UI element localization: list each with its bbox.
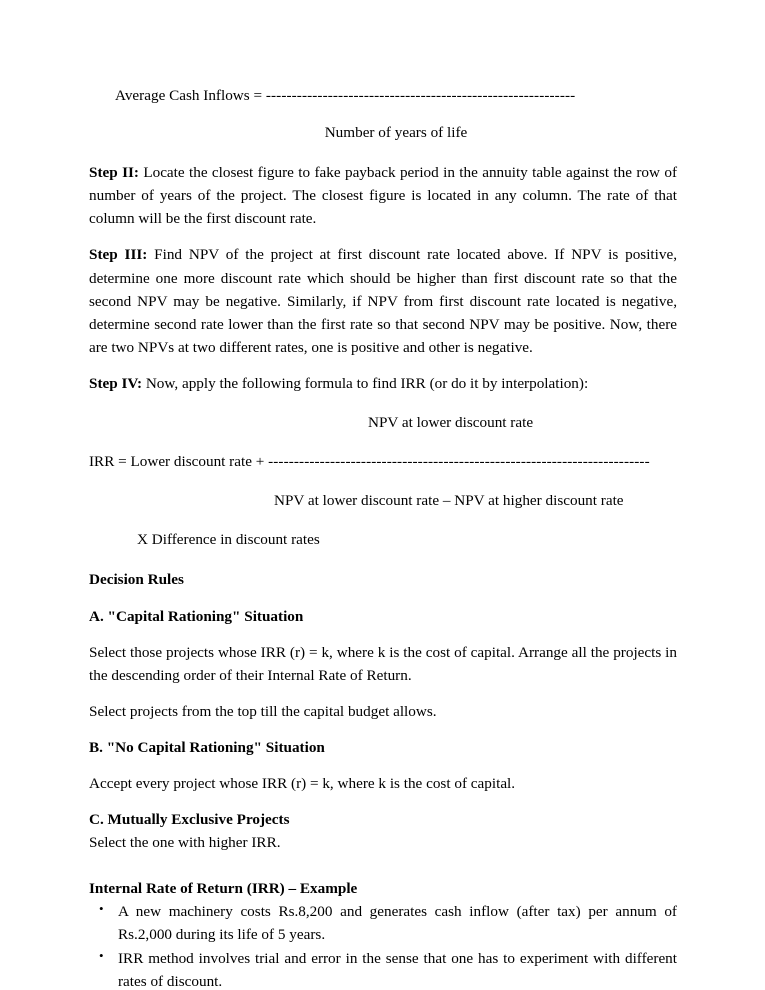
step-4-text: Now, apply the following formula to find IRR (or do it by interpolation): [142,374,589,392]
list-item-text: A new machinery costs Rs.8,200 and generates cash inflow (after tax) per annum of Rs.2,000 during its life of 5 years. [118,903,677,944]
average-cash-inflows-label: Average Cash Inflows = [115,87,266,104]
decision-rule-b-heading: B. "No Capital Rationing" Situation [89,738,325,756]
list-item [89,900,677,946]
irr-formula-divider: -------------------------------------------------------------------------- [268,453,650,471]
decision-rule-c-paragraph-1: Select the one with higher IRR. [89,834,281,852]
bullet-icon: • [99,901,104,917]
step-4-paragraph [89,372,677,395]
irr-example-heading: Internal Rate of Return (IRR) – Example [89,880,358,898]
list-item [89,947,677,990]
step-4-label: Step IV: [89,374,143,392]
average-cash-inflows-numerator-line [89,84,677,107]
step-2-text: Locate the closest figure to fake payback period in the annuity table against the row of number of years of the project. The closest figure is located in any column. The rate of that column will be the first discount rate. [89,164,677,228]
step-2-paragraph [89,161,677,230]
irr-formula-multiplier: X Difference in discount rates [137,531,320,549]
irr-example-list [89,900,677,990]
irr-formula-denominator: NPV at lower discount rate – NPV at higher discount rate [274,492,624,510]
irr-formula-numerator: NPV at lower discount rate [368,414,534,432]
step-3-paragraph [89,243,677,358]
decision-rule-a-paragraph-1: Select those projects whose IRR (r) = k, where k is the cost of capital. Arrange all the projects in the descending order of their Internal Rate of Return. [89,643,677,684]
decision-rules-title: Decision Rules [89,571,184,589]
spacer [89,551,677,568]
page-content [89,84,677,990]
list-item-text: IRR method involves trial and error in the sense that one has to experiment with different rates of discount. [118,949,677,990]
spacer [89,867,677,877]
bullet-icon: • [99,947,104,963]
decision-rule-c-heading: C. Mutually Exclusive Projects [89,811,290,829]
average-cash-inflows-divider: ------------------------------------------------------------ [265,87,576,104]
irr-interpolation-formula [89,411,677,551]
step-3-text: Find NPV of the project at first discount rate located above. If NPV is positive, determine one more discount rate which should be higher than first discount rate so that the second NPV may be negative. Similarly, if NPV from first discount rate located is negative, determine second rate lower than the first rate so that second NPV may be positive. Now, there are two NPVs at two different rates, one is positive and other is negative. [89,246,678,356]
step-3-label: Step III: [89,246,148,264]
average-cash-inflows-denominator: Number of years of life [324,124,468,142]
average-cash-inflows-equation [89,84,677,144]
step-2-label: Step II: [89,164,139,182]
spacer [89,144,677,161]
decision-rule-b-paragraph-1: Accept every project whose IRR (r) = k, where k is the cost of capital. [89,774,516,792]
irr-formula-main-line [89,450,677,473]
decision-rule-a-heading: A. "Capital Rationing" Situation [89,607,304,625]
decision-rule-a-paragraph-2: Select projects from the top till the capital budget allows. [89,702,437,720]
irr-formula-lead: IRR = Lower discount rate + [89,453,269,471]
